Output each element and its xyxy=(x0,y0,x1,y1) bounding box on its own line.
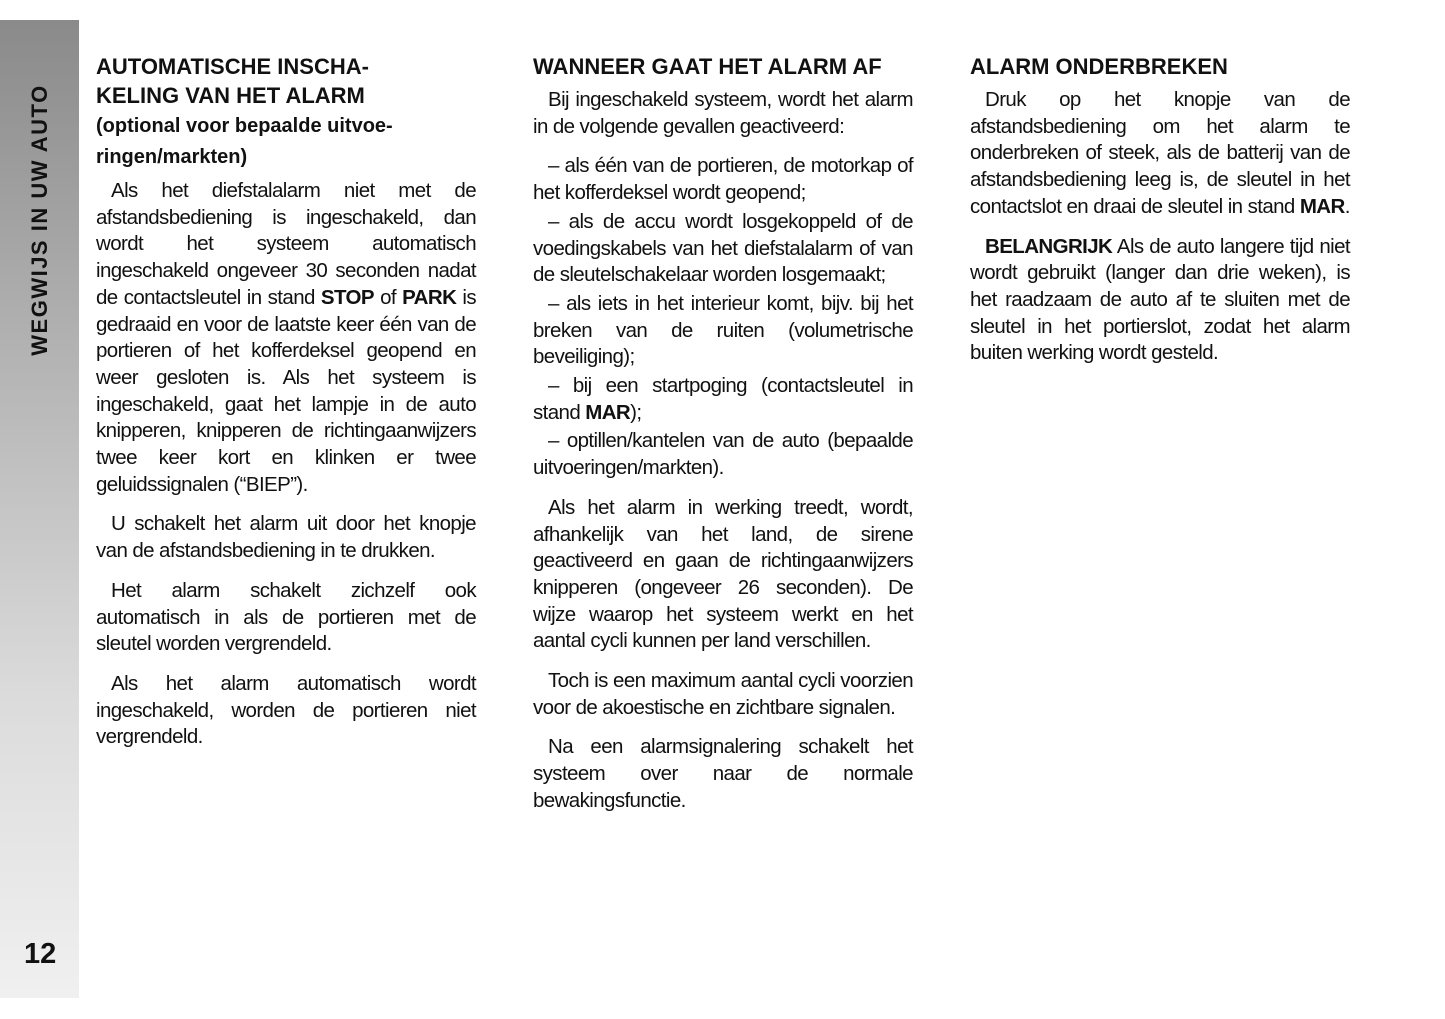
subheading-line: (optional voor bepaalde uitvoe- xyxy=(96,115,393,137)
paragraph: Als het alarm in werking treedt, wordt, afhankelijk van het land, de sirene geactiveerd en gaan de richtingaanwijzers knipperen (ongeveer 26 seconden). De wijze waarop het systeem werkt en het aantal cycli kunnen per land verschillen. xyxy=(533,495,913,653)
column-alarm-triggers xyxy=(533,52,913,828)
heading-line: KELING VAN HET ALARM xyxy=(96,83,365,108)
page-number: 12 xyxy=(24,938,57,970)
column-automatic-arming xyxy=(96,52,476,764)
list-item: – als iets in het interieur komt, bijv. bij het breken van de ruiten (volumetrische beveiliging); xyxy=(533,291,913,369)
paragraph: Toch is een maximum aantal cycli voorzien voor de akoestische en zichtbare signalen. xyxy=(533,669,913,719)
keyword-important: BELANGRIJK xyxy=(985,234,1113,258)
paragraph: Na een alarmsignalering schakelt het systeem over naar de normale bewakingsfunctie. xyxy=(533,735,913,812)
keyword-mar: MAR xyxy=(585,400,631,424)
paragraph: Als het alarm automatisch wordt ingeschakeld, worden de portieren niet vergrendeld. xyxy=(96,671,476,749)
section-title: WEGWIJS IN UW AUTO xyxy=(27,84,52,356)
keyword-mar: MAR xyxy=(1299,194,1345,218)
list-item: – optillen/kantelen van de auto (bepaalde uitvoeringen/markten). xyxy=(533,429,913,480)
heading-alarm-triggers: WANNEER GAAT HET ALARM AF xyxy=(533,54,882,79)
paragraph: Druk op het knopje van de afstandsbediening om het alarm te onderbreken of steek, als de batterij van de afstandsbediening leeg is, de sleutel in het contactslot en draai de sleutel in stand MAR. xyxy=(970,88,1350,218)
keyword-park: PARK xyxy=(402,285,457,309)
list-item: – als de accu wordt losgekoppeld of de voedingskabels van het diefstalalarm of van de sleutelschakelaar worden losgemaakt; xyxy=(533,209,913,287)
list-item: – bij een startpoging (contactsleutel in stand MAR); xyxy=(533,374,913,424)
heading-interrupt-alarm: ALARM ONDERBREKEN xyxy=(970,54,1228,79)
paragraph: U schakelt het alarm uit door het knopje van de afstandsbediening in te drukken. xyxy=(96,512,476,563)
paragraph: Bij ingeschakeld systeem, wordt het alarm in de volgende gevallen geactiveerd: xyxy=(533,88,913,138)
list-item: – als één van de portieren, de motorkap of het kofferdeksel wordt geopend; xyxy=(533,154,913,205)
column-interrupt-alarm xyxy=(970,52,1350,380)
paragraph: Als het diefstalalarm niet met de afstandsbediening is ingeschakeld, dan wordt het systeem automatisch ingeschakeld ongeveer 30 seconden nadat de contactsleutel in stand STOP of PARK is gedraaid en voor de laatste keer één van de portieren of het kofferdeksel geopend en weer gesloten is. Als het systeem is ingeschakeld, gaat het lampje in de auto knipperen, knipperen de richtingaanwijzers twee keer kort en klinken er twee geluidssignalen (“BIEP”). xyxy=(96,179,477,496)
heading-automatic-arming xyxy=(96,52,476,172)
heading-line: AUTOMATISCHE INSCHA- xyxy=(96,54,369,79)
section-tab xyxy=(0,20,79,998)
paragraph-important: BELANGRIJK Als de auto langere tijd niet wordt gebruikt (langer dan drie weken), is het raadzaam de auto af te sluiten met de sleutel in het portierslot, zodat het alarm buiten werking wordt gesteld. xyxy=(970,234,1350,365)
paragraph: Het alarm schakelt zichzelf ook automatisch in als de portieren met de sleutel worden vergrendeld. xyxy=(96,578,476,656)
subheading-line: ringen/markten) xyxy=(96,146,248,168)
keyword-stop: STOP xyxy=(320,285,374,309)
